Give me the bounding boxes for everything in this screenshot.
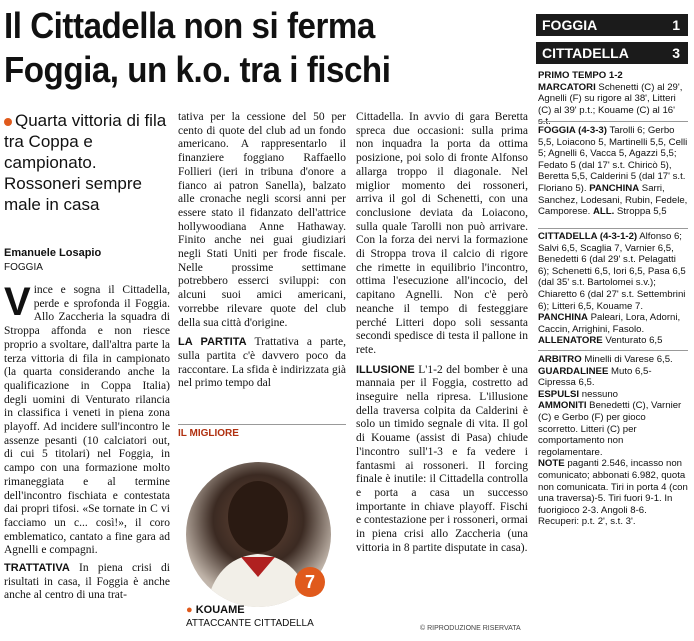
player-role: ATTACCANTE CITTADELLA bbox=[186, 618, 314, 629]
bench-text: Sarri, Sanchez, Lodesani, Rubin, Fedele, Camporese. bbox=[538, 182, 688, 218]
bullet-icon bbox=[4, 118, 12, 126]
foggia-lineup bbox=[538, 125, 688, 218]
divider bbox=[538, 228, 688, 229]
player-name bbox=[186, 604, 245, 616]
scorers-label: MARCATORI bbox=[538, 81, 596, 93]
article-column-1 bbox=[4, 280, 170, 603]
player-grade-badge: 7 bbox=[295, 567, 325, 597]
bullet-icon: ● bbox=[186, 604, 193, 616]
home-score: 1 bbox=[672, 17, 680, 33]
cittadella-lineup bbox=[538, 231, 688, 347]
notes-text: paganti 2.546, incasso non comunicato; abbonati 6.982, quota non comunicata. Tiri in porta 4 (con una traversa)-5. Tiri fuori 9-1. In fuorigioco 2-3. Angoli 8-6. Recuperi: p.t. 2', s.t. 3'. bbox=[538, 458, 688, 528]
match-officials bbox=[538, 354, 688, 528]
article-paragraph: Cittadella. In avvio di gara Beretta spreca due occasioni: sulla prima non inquadra la porta da ottima posizione, poi solo di fronte Alfonso allarga troppo il diagonale. Nel miglior momento dei rossoneri, arriva il gol di Schenetti, con una conclusione deviata da Loiacono, sulla quale Tarolli non può arrivare. Con la forza dei nervi la formazione di Stroppa trova il calcio di rigore che rimette in equilibrio l'incontro, ottima l'esecuzione all'incocio, del capitano Agnelli. Non c'è però neanche il tempo di festeggiare perché Litteri dopo soli sessanta secondi spedisce di testa il pallone in rete. bbox=[356, 111, 528, 356]
kicker bbox=[4, 110, 172, 215]
article-paragraph: ince e sogna il Cittadella, perde e sprofonda il Foggia. Allo Zaccheria la squadra di Stroppa affonda e non riesce proprio a svoltare, dall'altra parte la terza vittoria di fila in campionato (la quarta considerando anche la qualificazione in Coppa Italia) degli uomini di Venturato rilancia in classifica i veneti in piena zona playoff. Ad incidere sull'incontro le assenze pesanti (10 calciatori out, di cui 5 titolari) nel Foggia, in campo con una formazione molto rimaneggiata e al termine dell'incontro fischiata e contestata dai propri tifosi. «Se tornate in C vi facciamo un c... così!», il coro emblematico, cantato a fine gara ad Agnelli e compagni. bbox=[4, 284, 170, 557]
bench-label: PANCHINA bbox=[589, 182, 640, 194]
author: Emanuele Losapio bbox=[4, 247, 102, 259]
referee-text: Minelli di Varese 6,5. bbox=[584, 354, 673, 365]
lineup-text: Alfonso 6; Salvi 6,5, Scaglia 7, Varnier 6,5, Benedetti 6 (dal 29' s.t. Pelagatti 6); Schenetti 6,5, Iori 6,5, Pasa 6,5 (dal 35' s.t. Bartolomei s.v.); Chiaretto 6 (dal 27' s.t. Settembrini 6); Litteri 6,5, Kouame 7. bbox=[538, 231, 686, 312]
sent-off-label: ESPULSI bbox=[538, 388, 580, 400]
notes-label: NOTE bbox=[538, 458, 565, 470]
copyright-note: © RIPRODUZIONE RISERVATA bbox=[420, 625, 521, 632]
section-heading: TRATTATIVA bbox=[4, 562, 70, 575]
headline-line-2: Foggia, un k.o. tra i fischi bbox=[4, 49, 391, 90]
sent-off-text: nessuno bbox=[581, 388, 619, 400]
kicker-text: Quarta vittoria di fila tra Coppa e campionato. Rossoneri sempre male in casa bbox=[4, 111, 167, 214]
coach-label: ALL. bbox=[592, 206, 615, 218]
away-score: 3 bbox=[672, 45, 680, 61]
match-summary bbox=[538, 70, 688, 128]
article-paragraph: tativa per la cessione del 50 per cento di quote del club ad un fondo americano. A rappresentarlo il finanziere foggiano Raffaello Follieri (ieri in tribuna d'onore a fianco ai patron Sanella), balzato alle cronache negli scorsi anni per essere stato il fidanzato dell'attrice hollywoodiana Anne Hathaway. Finito anche nei guai giudiziari negli Stati Uniti per frode fiscale. Nelle prossime settimane potrebbero esserci sviluppi: con alcuni suoi amici americani, vorrebbe rilevare quote del club della sua città d'origine. bbox=[178, 111, 346, 329]
score-away bbox=[536, 42, 688, 64]
bench-label: PANCHINA bbox=[538, 312, 588, 324]
headline bbox=[4, 4, 482, 92]
scorers-text: Schenetti (C) al 29', Agnelli (F) su rigore al 38', Litteri (C) al 39' p.t.; Kouame (C) al 16' bbox=[538, 81, 683, 116]
article-paragraph: In piena crisi di risultati in casa, il Foggia è anche anche al centro di una trat- bbox=[4, 562, 170, 602]
article-paragraph: L'1-2 del bomber è una mannaia per il Foggia, costretto ad inseguire nella ripresa. L'illusione della traversa colpita da Calderini è solo un timido segnale di vita. Il gol di Kouame (assist di Pasa) chiude l'incontro sull'1-3 e fa vedere i fantasmi ai rossoneri. Il forcing finale è inutile: il Cittadella controlla e porta a casa un successo importante in chiave playoff. Fischi e contestazione per i rossoneri, ormai in piena crisi allo Zaccheria (una vittoria in 8 partite disputate in casa). bbox=[356, 363, 528, 554]
divider bbox=[538, 121, 688, 122]
linesmen-text: Muto 6,5-Cipressa 6,5. bbox=[538, 365, 652, 389]
lineup-text: Tarolli 6; Gerbo 5,5, Loiacono 5, Martinelli 5,5, Celli 5; Agnelli 6, Vacca 5, Agazzi 5,5; Fedato 5 (dal 17' s.t. Chiricò 5), Beretta 5,5, Calderini 5 (dal 17' s.t. Floriano 5). bbox=[538, 125, 688, 194]
half-time-score: PRIMO TEMPO 1-2 bbox=[538, 70, 623, 81]
coach-text: Venturato 6,5 bbox=[605, 335, 663, 347]
player-name-text: KOUAME bbox=[195, 604, 245, 616]
linesmen-label: GUARDALINEE bbox=[538, 365, 609, 377]
booked-text: Benedetti (C), Varnier (C) e Gerbo (F) per gioco scorretto. Litteri (C) per comportamento non regolamentare. bbox=[538, 400, 682, 458]
best-player-header: IL MIGLIORE bbox=[178, 424, 346, 439]
score-home bbox=[536, 14, 688, 36]
section-heading: LA PARTITA bbox=[178, 336, 247, 349]
article-paragraph: Trattativa a parte, sulla partita c'è davvero poco da raccontare. La sfida è indirizzata già nel primo tempo dal bbox=[178, 336, 347, 390]
dateline: FOGGIA bbox=[4, 262, 43, 273]
lineup-label: CITTADELLA (4-3-1-2) bbox=[538, 231, 638, 242]
away-team: CITTADELLA bbox=[542, 45, 629, 61]
coach-label: ALLENATORE bbox=[538, 335, 603, 347]
booked-label: AMMONITI bbox=[538, 400, 587, 412]
coach-text: Stroppa 5,5 bbox=[616, 206, 667, 218]
headline-line-1: Il Cittadella non si ferma bbox=[4, 5, 375, 46]
drop-cap: V bbox=[4, 280, 31, 324]
lineup-label: FOGGIA (4-3-3) bbox=[538, 125, 607, 136]
section-heading: ILLUSIONE bbox=[356, 363, 415, 376]
bench-text: Paleari, Lora, Adorni, Caccin, Arrighini, Fasolo. bbox=[538, 312, 681, 335]
divider bbox=[538, 350, 688, 351]
home-team: FOGGIA bbox=[542, 17, 598, 33]
article-column-2 bbox=[178, 111, 346, 391]
referee-label: ARBITRO bbox=[538, 354, 582, 365]
article-column-3 bbox=[356, 111, 528, 556]
